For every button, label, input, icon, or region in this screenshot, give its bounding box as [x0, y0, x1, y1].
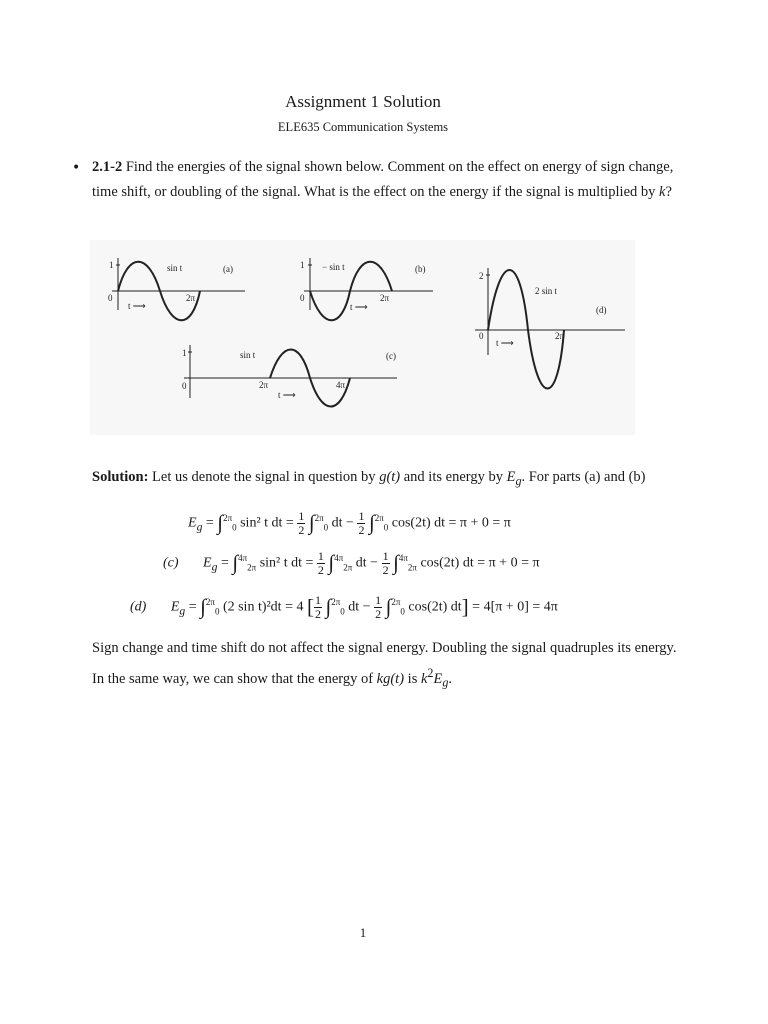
panel-d-func: 2 sin t: [535, 286, 558, 296]
document-title: Assignment 1 Solution: [285, 92, 441, 111]
panel-d-amp: 2: [479, 271, 484, 281]
panel-d-label: (d): [596, 305, 607, 315]
equation-c: (c) $E_g = \int^{4\pi}_{2\pi}$ sin² t dt = $\frac{1}{2}$ ∫$^{4\pi}_{2\pi}$ dt − $\frac{1}{2}$ ∫$^{4\pi}_{2\pi}$ cos(2t) dt = π + 0 = π: [163, 549, 540, 577]
question-text: 2.1-2 Find the energies of the signal shown below. Comment on the effect on energy of sign change, time shift, or doubling of the signal. What is the effect on the energy if the signal is multiplied by k?: [92, 159, 674, 200]
panel-b-zero: 0: [300, 293, 305, 303]
panel-d-tick: 2π: [555, 331, 565, 341]
panel-c-label: (c): [386, 351, 396, 361]
panel-b-amp: 1: [300, 260, 305, 270]
equation-ab: $E_g = \int^{2\pi}_0$ sin² t dt = $\frac{1}{2}$ ∫$^{2\pi}_0$ dt − $\frac{1}{2}$ ∫$^{2\pi}_0$ cos(2t) dt = π + 0 = π: [188, 509, 511, 537]
panel-b-label: (b): [415, 264, 426, 274]
panel-c-zero: 0: [182, 381, 187, 391]
panel-a-amp: 1: [109, 260, 114, 270]
panel-a-zero: 0: [108, 293, 113, 303]
panel-c-tlabel: t ⟶: [278, 390, 296, 400]
panel-c-tick-end: 4π: [336, 380, 346, 390]
panel-c-func: sin t: [240, 350, 256, 360]
panel-a-tlabel: t ⟶: [128, 301, 146, 311]
page-number: 1: [359, 925, 367, 940]
solution-label: Solution:: [92, 469, 149, 485]
conclusion-text: Sign change and time shift do not affect the signal energy. Doubling the signal quadruples its energy. In the same way, we can show that the energy of kg(t) is $k^2E_g$.: [92, 640, 677, 690]
panel-d-tlabel: t ⟶: [496, 338, 514, 348]
panel-c-tick-start: 2π: [259, 380, 269, 390]
panel-c-amp: 1: [182, 348, 187, 358]
integral-sign: ∫: [217, 510, 224, 535]
panel-b-tlabel: t ⟶: [350, 302, 368, 312]
bullet-marker: •: [72, 160, 81, 176]
solution-intro: Solution: Let us denote the signal in question by g(t) and its energy by $E_g$. For parts (a) and (b): [92, 469, 646, 488]
course-name: ELE635 Communication Systems: [277, 120, 449, 134]
panel-a-tick: 2π: [186, 293, 196, 303]
panel-a-func: sin t: [167, 263, 183, 273]
panel-a-label: (a): [223, 264, 233, 274]
panel-b-tick: 2π: [380, 293, 390, 303]
panel-b-func: − sin t: [322, 262, 345, 272]
question-number: 2.1-2: [92, 159, 123, 175]
equation-d: (d) $E_g = \int^{2\pi}_0$ (2 sin t)²dt = 4 [ $\frac{1}{2}$ ∫$^{2\pi}_0$ dt − $\frac{1}{2}$ ∫$^{2\pi}_0$ cos(2t) dt] = 4[π + 0] = 4π: [130, 593, 558, 621]
panel-d-zero: 0: [479, 331, 484, 341]
signal-figure: [90, 240, 635, 435]
fraction-half: $\frac{1}{2}$: [298, 509, 305, 537]
